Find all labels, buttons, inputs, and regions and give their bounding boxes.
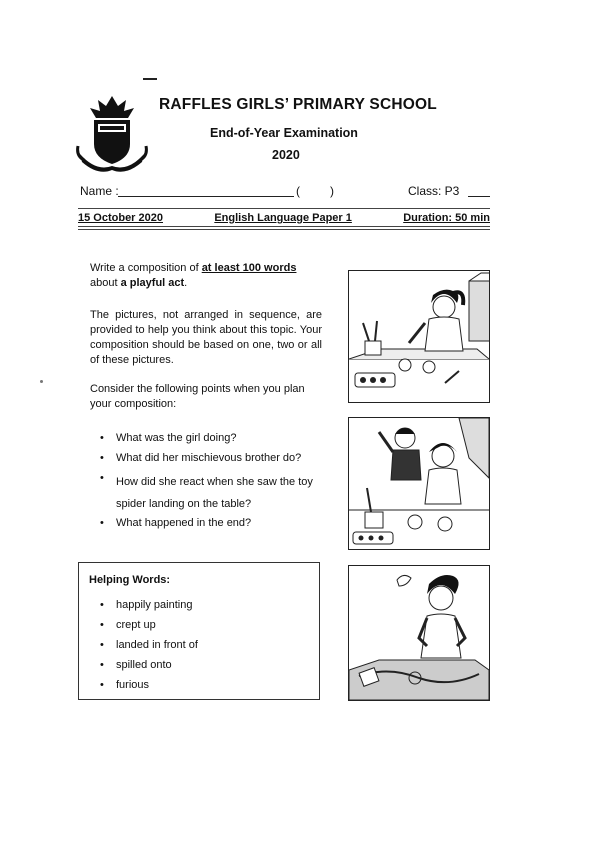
helping-word: landed in front of [116, 639, 198, 651]
list-item [96, 516, 326, 531]
name-label: Name : [80, 184, 119, 198]
paper-title: English Language Paper 1 [214, 212, 352, 224]
bullet-icon: • [100, 679, 104, 691]
divider [78, 229, 490, 230]
duration: Duration: 50 min [403, 212, 490, 224]
word-count-requirement: at least 100 words [201, 262, 297, 274]
exam-info-bar [78, 212, 490, 224]
helping-words-title: Helping Words: [89, 574, 171, 586]
point-text: What did her mischievous brother do? [116, 452, 302, 464]
exam-year: 2020 [272, 148, 300, 162]
list-item [96, 618, 198, 638]
bullet-icon: • [100, 639, 104, 651]
intro-text: about [90, 277, 121, 289]
class-label: Class: P3 [408, 184, 460, 198]
point-text: How did she react when she saw the toy spider landing on the table? [116, 476, 313, 510]
register-number-close: ) [330, 184, 334, 198]
register-number-open: ( [296, 184, 300, 198]
intro-text: Write a composition of [90, 262, 202, 274]
divider [78, 208, 490, 209]
point-text: What was the girl doing? [116, 432, 237, 444]
list-item [96, 451, 326, 466]
helping-words-list [96, 598, 198, 698]
helping-word: spilled onto [116, 659, 172, 671]
pictures-note: The pictures, not arranged in sequence, are provided to help you think about this topic. Your composition should be based on one, two or all of these pictures. [90, 309, 322, 366]
picture-brother-with-spider [348, 417, 490, 550]
divider [78, 226, 490, 227]
bullet-icon: • [100, 472, 104, 484]
picture-furious-girl [348, 565, 490, 701]
point-text: What happened in the end? [116, 517, 252, 529]
intro-text: . [184, 277, 188, 289]
composition-instruction [90, 261, 320, 291]
bullet-icon: • [100, 599, 104, 611]
bullet-icon: • [100, 619, 104, 631]
consider-points-intro: Consider the following points when you plan your composition: [90, 383, 305, 410]
list-item [96, 431, 326, 446]
class-field[interactable] [468, 196, 490, 197]
helping-word: furious [116, 679, 150, 691]
list-item [96, 598, 198, 618]
guiding-points-list [96, 431, 326, 536]
bullet-icon: • [100, 517, 104, 529]
composition-topic: a playful act [120, 277, 185, 289]
name-field[interactable] [118, 196, 294, 197]
exam-title: End-of-Year Examination [210, 126, 358, 140]
bullet-icon: • [100, 659, 104, 671]
list-item [96, 471, 326, 515]
helping-word: crept up [116, 619, 156, 631]
stray-mark [143, 78, 157, 80]
school-name: RAFFLES GIRLS’ PRIMARY SCHOOL [159, 96, 437, 113]
school-crest-icon [76, 94, 148, 176]
stray-dot [40, 380, 43, 383]
helping-word: happily painting [116, 599, 193, 611]
bullet-icon: • [100, 432, 104, 444]
list-item [96, 638, 198, 658]
bullet-icon: • [100, 452, 104, 464]
picture-girl-painting [348, 270, 490, 403]
exam-date: 15 October 2020 [78, 212, 163, 224]
list-item [96, 658, 198, 678]
list-item [96, 678, 198, 698]
